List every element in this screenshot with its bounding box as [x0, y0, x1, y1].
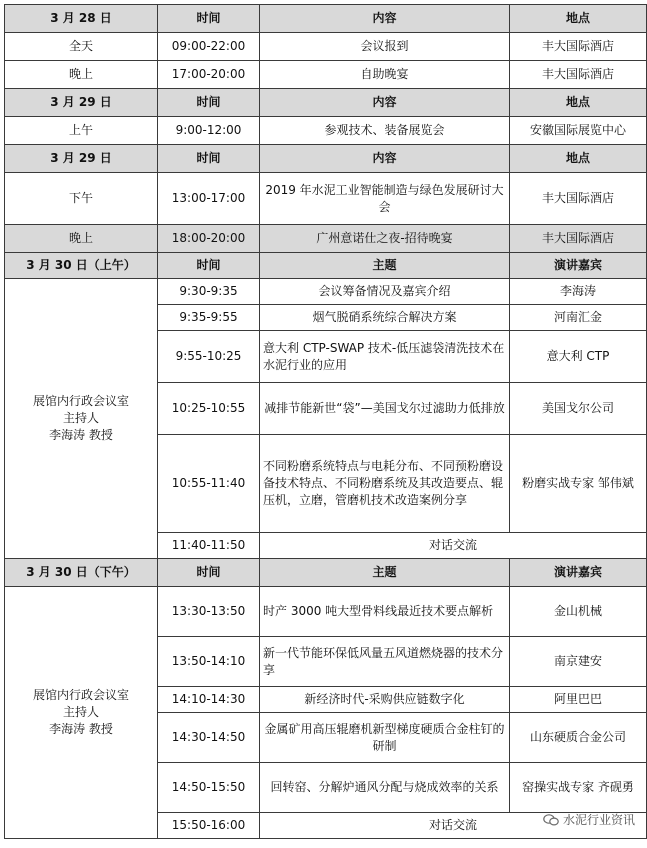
col-content-header: 内容 [260, 145, 510, 173]
day2a-date: 3 月 29 日 [5, 89, 158, 117]
place-cell: 丰大国际酒店 [510, 61, 647, 89]
period-cell: 晚上 [5, 61, 158, 89]
col-time-header: 时间 [158, 559, 260, 587]
venue-name: 展馆内行政会议室 [32, 394, 129, 408]
time-cell: 13:00-17:00 [158, 173, 260, 225]
col-time-header: 时间 [158, 253, 260, 279]
speaker-cell: 窑操实战专家 齐砚勇 [510, 763, 647, 813]
time-cell: 10:25-10:55 [158, 383, 260, 435]
time-cell: 13:30-13:50 [158, 587, 260, 637]
day3pm-date: 3 月 30 日（下午） [5, 559, 158, 587]
col-speaker-header: 演讲嘉宾 [510, 253, 647, 279]
time-cell: 17:00-20:00 [158, 61, 260, 89]
topic-cell: 金属矿用高压辊磨机新型梯度硬质合金柱钉的研制 [260, 713, 510, 763]
host-name: 李海涛 教授 [49, 428, 113, 442]
day2b-date: 3 月 29 日 [5, 145, 158, 173]
discussion-label: 对话交流 [260, 533, 647, 559]
topic-cell: 减排节能新世“袋”—美国戈尔过滤助力低排放 [260, 383, 510, 435]
content-cell: 参观技术、装备展览会 [260, 117, 510, 145]
col-speaker-header: 演讲嘉宾 [510, 559, 647, 587]
period-cell: 上午 [5, 117, 158, 145]
table-row [5, 117, 647, 145]
time-cell: 14:10-14:30 [158, 687, 260, 713]
table-row [5, 225, 647, 253]
host-label: 主持人 [62, 705, 99, 719]
table-row [5, 61, 647, 89]
topic-cell: 不同粉磨系统特点与电耗分布、不同预粉磨设备技术特点、不同粉磨系统及其改造要点、辊压机，立磨，管磨机技术改造案例分享 [260, 435, 510, 533]
day3pm-header-row [5, 559, 647, 587]
speaker-cell: 美国戈尔公司 [510, 383, 647, 435]
discussion-label: 对话交流 [260, 813, 647, 839]
col-place-header: 地点 [510, 145, 647, 173]
content-cell: 广州意诺仕之夜-招待晚宴 [260, 225, 510, 253]
table-row [5, 33, 647, 61]
place-cell: 丰大国际酒店 [510, 173, 647, 225]
wechat-icon [543, 814, 559, 826]
day2a-header-row [5, 89, 647, 117]
topic-cell: 回转窑、分解炉通风分配与烧成效率的关系 [260, 763, 510, 813]
speaker-cell: 意大利 CTP [510, 331, 647, 383]
time-cell: 09:00-22:00 [158, 33, 260, 61]
time-cell: 15:50-16:00 [158, 813, 260, 839]
time-cell: 13:50-14:10 [158, 637, 260, 687]
topic-cell: 烟气脱硝系统综合解决方案 [260, 305, 510, 331]
speaker-cell: 河南汇金 [510, 305, 647, 331]
col-time-header: 时间 [158, 5, 260, 33]
content-cell: 会议报到 [260, 33, 510, 61]
venue-name: 展馆内行政会议室 [32, 688, 129, 702]
col-time-header: 时间 [158, 89, 260, 117]
period-cell: 全天 [5, 33, 158, 61]
table-row [5, 279, 647, 305]
time-cell: 9:30-9:35 [158, 279, 260, 305]
time-cell: 10:55-11:40 [158, 435, 260, 533]
topic-cell: 意大利 CTP-SWAP 技术-低压滤袋清洗技术在水泥行业的应用 [260, 331, 510, 383]
day1-date: 3 月 28 日 [5, 5, 158, 33]
period-cell: 下午 [5, 173, 158, 225]
time-cell: 9:35-9:55 [158, 305, 260, 331]
content-cell: 自助晚宴 [260, 61, 510, 89]
period-cell: 晚上 [5, 225, 158, 253]
speaker-cell: 金山机械 [510, 587, 647, 637]
speaker-cell: 阿里巴巴 [510, 687, 647, 713]
day1-header-row [5, 5, 647, 33]
topic-cell: 新一代节能环保低风量五风道燃烧器的技术分享 [260, 637, 510, 687]
time-cell: 18:00-20:00 [158, 225, 260, 253]
venue-cell [5, 587, 158, 839]
topic-cell: 时产 3000 吨大型骨料线最近技术要点解析 [260, 587, 510, 637]
place-cell: 丰大国际酒店 [510, 33, 647, 61]
col-time-header: 时间 [158, 145, 260, 173]
day3am-header-row [5, 253, 647, 279]
place-cell: 安徽国际展览中心 [510, 117, 647, 145]
day3am-date: 3 月 30 日（上午） [5, 253, 158, 279]
col-content-header: 内容 [260, 5, 510, 33]
time-cell: 11:40-11:50 [158, 533, 260, 559]
host-label: 主持人 [62, 411, 99, 425]
topic-cell: 新经济时代-采购供应链数字化 [260, 687, 510, 713]
day2b-header-row [5, 145, 647, 173]
speaker-cell: 南京建安 [510, 637, 647, 687]
schedule-table [4, 4, 647, 839]
time-cell: 14:30-14:50 [158, 713, 260, 763]
speaker-cell: 粉磨实战专家 邹伟斌 [510, 435, 647, 533]
topic-cell: 会议筹备情况及嘉宾介绍 [260, 279, 510, 305]
time-cell: 14:50-15:50 [158, 763, 260, 813]
col-place-header: 地点 [510, 89, 647, 117]
col-place-header: 地点 [510, 5, 647, 33]
col-content-header: 内容 [260, 89, 510, 117]
table-row [5, 173, 647, 225]
host-name: 李海涛 教授 [49, 722, 113, 736]
col-topic-header: 主题 [260, 253, 510, 279]
time-cell: 9:55-10:25 [158, 331, 260, 383]
speaker-cell: 李海涛 [510, 279, 647, 305]
watermark [543, 811, 635, 828]
speaker-cell: 山东硬质合金公司 [510, 713, 647, 763]
watermark-text: 水泥行业资讯 [562, 813, 635, 827]
content-cell: 2019 年水泥工业智能制造与绿色发展研讨大会 [260, 173, 510, 225]
time-cell: 9:00-12:00 [158, 117, 260, 145]
table-row [5, 587, 647, 637]
col-topic-header: 主题 [260, 559, 510, 587]
venue-cell [5, 279, 158, 559]
place-cell: 丰大国际酒店 [510, 225, 647, 253]
